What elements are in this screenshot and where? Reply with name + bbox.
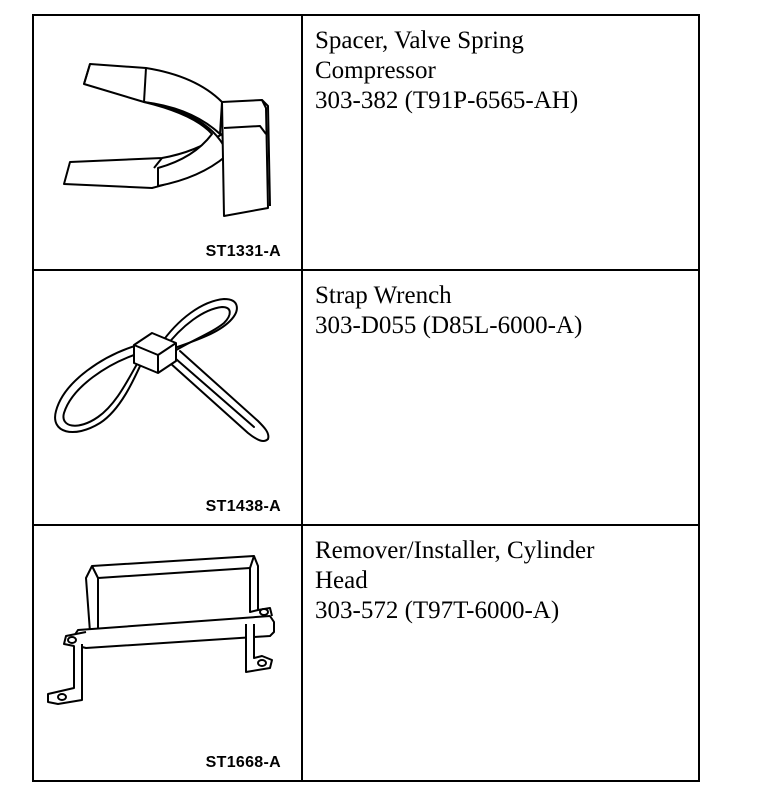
image-reference-label: ST1668-A xyxy=(205,754,281,771)
tool-part-number: 303-382 (T91P-6565-AH) xyxy=(315,87,579,114)
tool-row xyxy=(33,15,699,270)
tool-image-cell xyxy=(33,15,302,270)
special-tools-table xyxy=(32,14,700,782)
tool-row xyxy=(33,525,699,781)
tool-name-line-2: Head xyxy=(315,567,368,594)
tool-image-cell xyxy=(33,270,302,525)
tool-name-line-1: Remover/Installer, Cylinder xyxy=(315,537,595,564)
tool-description-cell xyxy=(302,15,699,270)
tool-name-line-1: Spacer, Valve Spring xyxy=(315,27,524,54)
valve-spring-spacer-icon xyxy=(34,16,301,271)
strap-wrench-icon xyxy=(34,271,301,526)
tool-description-cell xyxy=(302,525,699,781)
tool-part-number: 303-D055 (D85L-6000-A) xyxy=(315,312,583,339)
image-reference-label: ST1438-A xyxy=(205,498,281,515)
tool-description-cell xyxy=(302,270,699,525)
tool-name-line-2: Compressor xyxy=(315,57,436,84)
tool-row xyxy=(33,270,699,525)
tool-name-line-1: Strap Wrench xyxy=(315,282,452,309)
cylinder-head-bracket-icon xyxy=(34,526,301,782)
tool-part-number: 303-572 (T97T-6000-A) xyxy=(315,597,560,624)
image-reference-label: ST1331-A xyxy=(205,243,281,260)
tool-image-cell xyxy=(33,525,302,781)
